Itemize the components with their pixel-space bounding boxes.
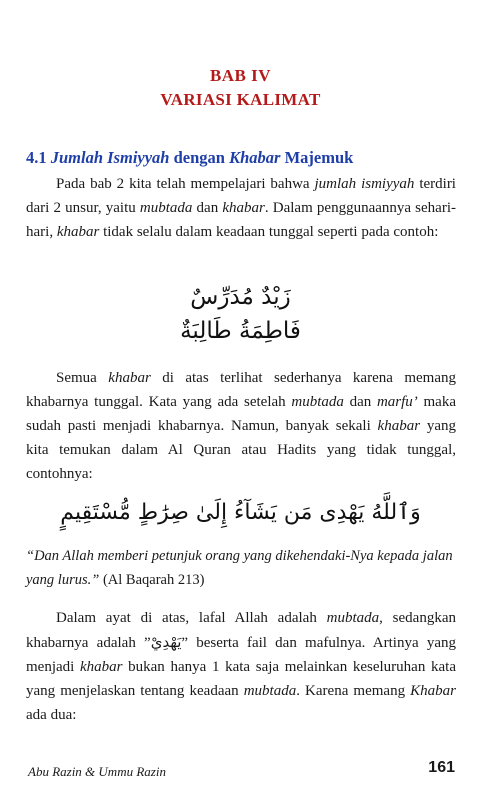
section-number: 4.1 [26,148,47,167]
footer-author: Abu Razin & Ummu Razin [28,764,166,779]
section-tail: Majemuk [284,148,354,167]
quran-verse-arabic: وَٱللَّهُ يَهْدِى مَن يَشَآءُ إِلَىٰ صِرَٰطٍ مُّسْتَقِيمٍ [60,500,421,525]
section-term-1: Jumlah Ismiyyah [50,148,170,167]
chapter-title: VARIASI KALIMAT [160,90,321,109]
verse-translation [26,544,458,592]
arabic-example-2: فَاطِمَةُ طَالِبَةٌ [180,318,301,344]
paragraph-1: Pada bab 2 kita telah mempelajari bahwa jumlah ismiyyah terdiri dari 2 unsur, yaitu mubtada dan khabar. Dalam penggunaannya sehari-hari, khabar tidak selalu dalam keadaan tunggal seperti pada contoh: [26,176,456,240]
arabic-example-1: زَيْدٌ مُدَرِّسٌ [190,284,291,310]
verse-translation-text: “Dan Allah memberi petunjuk orang yang dikehendaki-Nya kepada jalan yang lurus.” [26,548,453,588]
page-number: 161 [428,759,455,776]
section-heading [26,148,466,168]
section-term-2: Khabar [229,148,281,167]
paragraph-3: Dalam ayat di atas, lafal Allah adalah mubtada, sedangkan khabarnya adalah ”يَهْدِيْ” beserta fail dan mafulnya. Artinya yang menjadi khabar bukan hanya 1 kata saja melainkan keseluruhan kata yang menjelaskan tentang keadaan mubtada. Karena memang Khabar ada dua: [26,610,456,723]
section-connector: dengan [173,148,225,167]
paragraph-2: Semua khabar di atas terlihat sederhanya karena memang khabarnya tunggal. Kata yang ada setelah mubtada dan marfu’ maka sudah pasti menjadi khabarnya. Namun, banyak sekali khabar yang kita temukan dalam Al Quran atau Hadits yang tidak tunggal, contohnya: [26,370,456,482]
verse-source: (Al Baqarah 213) [99,572,205,588]
chapter-label: BAB IV [209,66,272,85]
